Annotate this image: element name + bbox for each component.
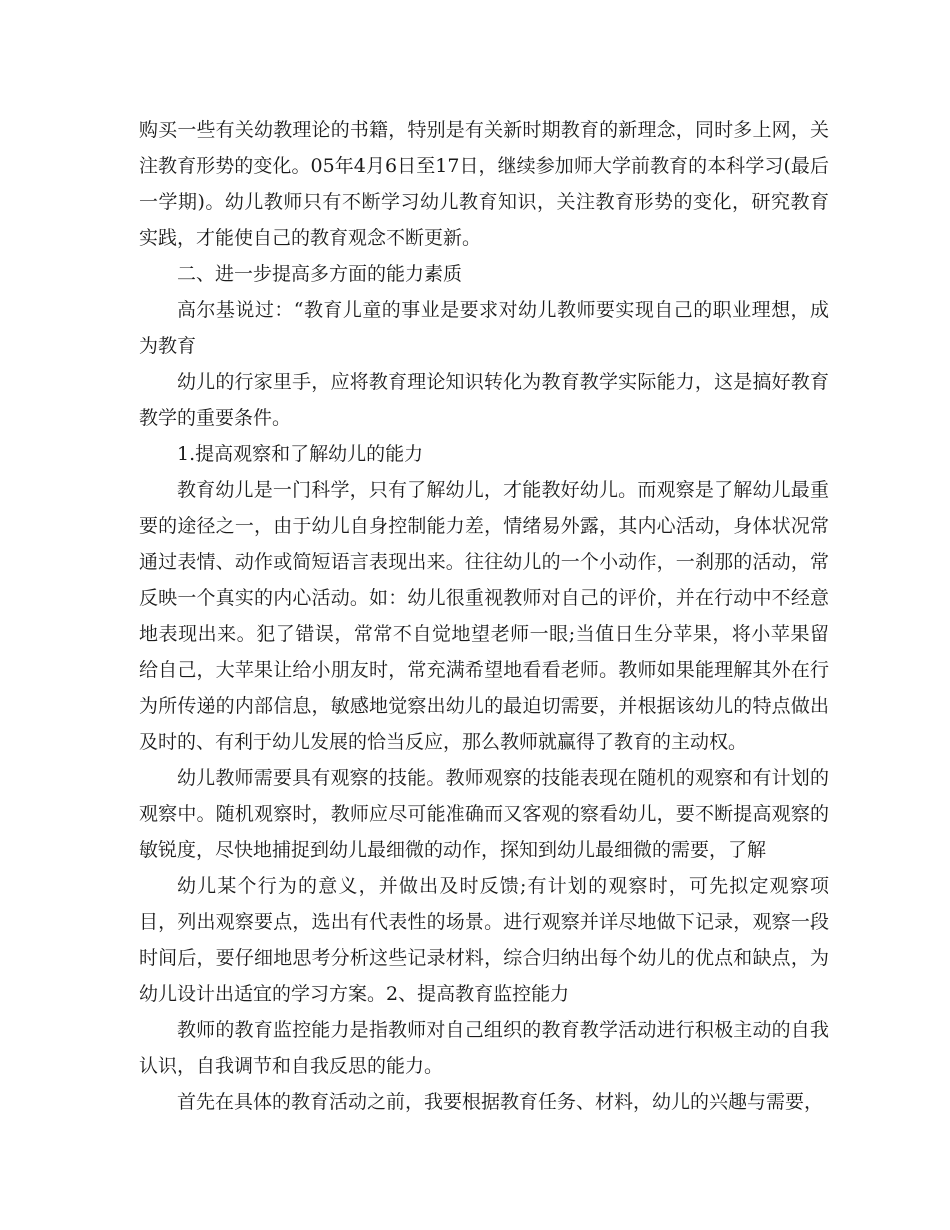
document-body: [139, 112, 829, 1120]
paragraph: 幼儿的行家里手，应将教育理论知识转化为教育教学实际能力，这是搞好教育教学的重要条件。: [139, 371, 829, 429]
paragraph: 教师的教育监控能力是指教师对自己组织的教育教学活动进行积极主动的自我认识，自我调节和自我反思的能力。: [139, 1019, 829, 1077]
paragraph: 教育幼儿是一门科学，只有了解幼儿，才能教好幼儿。而观察是了解幼儿最重要的途径之一，由于幼儿自身控制能力差，情绪易外露，其内心活动，身体状况常通过表情、动作或简短语言表现出来。往往幼儿的一个小动作，一刹那的活动，常反映一个真实的内心活动。如：幼儿很重视教师对自己的评价，并在行动中不经意地表现出来。犯了错误，常常不自觉地望老师一眼;当值日生分苹果，将小苹果留给自己，大苹果让给小朋友时，常充满希望地看看老师。教师如果能理解其外在行为所传递的内部信息，敏感地觉察出幼儿的最迫切需要，并根据该幼儿的特点做出及时的、有利于幼儿发展的恰当反应，那么教师就赢得了教育的主动权。: [139, 479, 829, 753]
paragraph: 高尔基说过：“教育儿童的事业是要求对幼儿教师要实现自己的职业理想，成为教育: [139, 299, 829, 357]
paragraph: 幼儿某个行为的意义，并做出及时反馈;有计划的观察时，可先拟定观察项目，列出观察要点，选出有代表性的场景。进行观察并详尽地做下记录，观察一段时间后，要仔细地思考分析这些记录材料，综合归纳出每个幼儿的优点和缺点，为幼儿设计出适宜的学习方案。2、提高教育监控能力: [139, 875, 829, 1005]
paragraph: 购买一些有关幼教理论的书籍，特别是有关新时期教育的新理念，同时多上网，关注教育形势的变化。05年4月6日至17日，继续参加师大学前教育的本科学习(最后一学期)。幼儿教师只有不断学习幼儿教育知识，关注教育形势的变化，研究教育实践，才能使自己的教育观念不断更新。: [139, 119, 829, 249]
paragraph: 首先在具体的教育活动之前，我要根据教育任务、材料，幼儿的兴趣与需要，: [177, 1091, 824, 1113]
section-heading: 二、进一步提高多方面的能力素质: [177, 263, 463, 285]
subsection-heading: 1.提高观察和了解幼儿的能力: [177, 443, 424, 465]
paragraph: 幼儿教师需要具有观察的技能。教师观察的技能表现在随机的观察和有计划的观察中。随机观察时，教师应尽可能准确而又客观的察看幼儿，要不断提高观察的敏锐度，尽快地捕捉到幼儿最细微的动作，探知到幼儿最细微的需要，了解: [139, 767, 829, 861]
